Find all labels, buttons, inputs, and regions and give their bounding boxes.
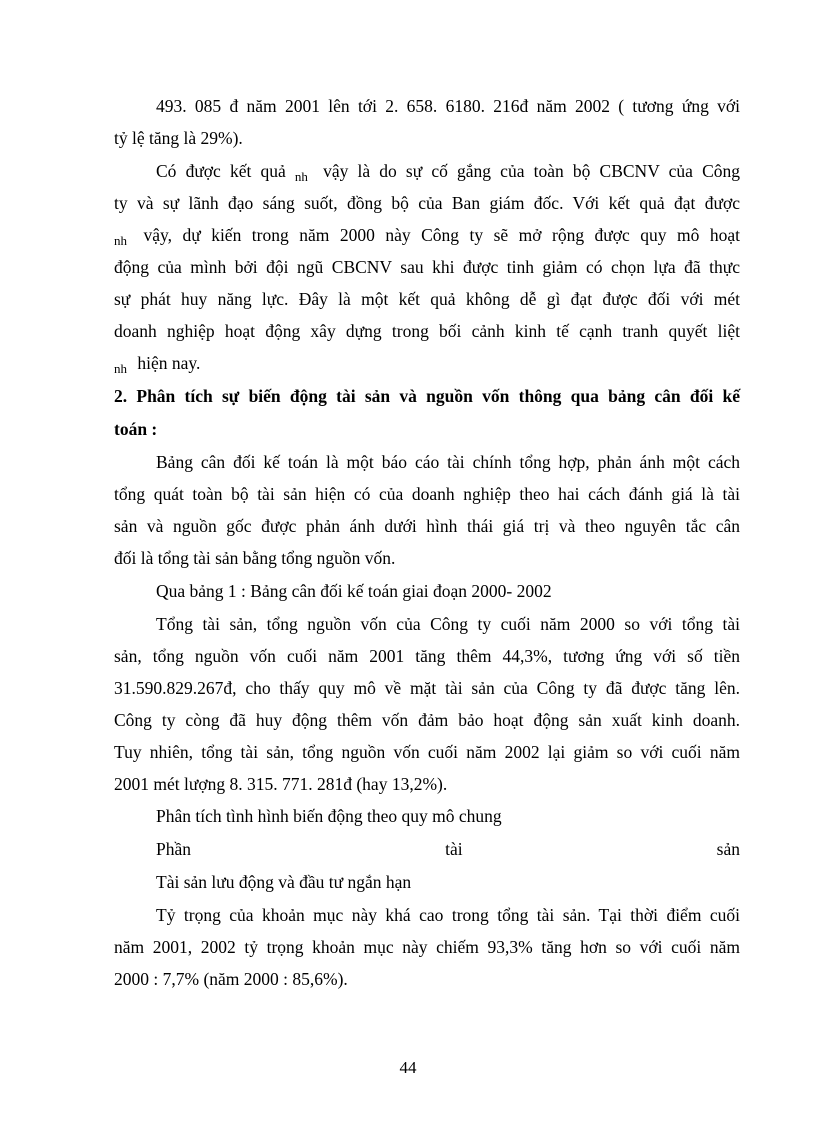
para2-line1-end: vậy là do sự cố gắng của toàn bộ CBCNV của Công <box>323 161 741 181</box>
para2-line3 <box>114 224 740 248</box>
para2-line2: ty và sự lãnh đạo sáng suốt, đồng bộ của Ban giám đốc. Với kết quả đạt được <box>114 193 740 213</box>
para4-line2: sản, tổng nguồn vốn cuối năm 2001 tăng thêm 44,3%, tương ứng với số tiền <box>114 646 740 666</box>
analysis-title: Phân tích tình hình biến động theo quy mô chung <box>156 806 502 826</box>
para4-line5: Tuy nhiên, tổng tài sản, tổng nguồn vốn cuối năm 2002 lại giảm so với cuối năm <box>114 742 740 762</box>
para1-line1: 493. 085 đ năm 2001 lên tới 2. 658. 6180. 216đ năm 2002 ( tương ứng với <box>156 96 740 116</box>
para5-line2: năm 2001, 2002 tỷ trọng khoản mục này chiếm 93,3% tăng hơn so với cuối năm <box>114 937 740 957</box>
para2-line7-text: hiện nay. <box>137 353 201 373</box>
para4-line4: Công ty còng đã huy động thêm vốn đảm bảo hoạt động sản xuất kinh doanh. <box>114 710 740 730</box>
section-word-phan: Phần <box>156 839 191 859</box>
para4-line3: 31.590.829.267đ, cho thấy quy mô về mặt tài sản của Công ty đã được tăng lên. <box>114 678 740 698</box>
para2-line5: sự phát huy năng lực. Đây là một kết quả không dễ gì đạt được đối với mét <box>114 289 740 309</box>
para2-line3-nh: nh <box>114 233 127 248</box>
section-word-san: sản <box>716 839 740 859</box>
para2-line7 <box>114 352 740 376</box>
para4-line6: 2001 mét lượng 8. 315. 771. 281đ (hay 13,2%). <box>114 774 448 794</box>
para2-line1-start: Có được kết quả <box>156 161 286 181</box>
para2-line7-nh: nh <box>114 361 127 376</box>
section-label-phan-tai-san <box>156 838 740 860</box>
page-number: 44 <box>399 1058 417 1077</box>
para5-line3: 2000 : 7,7% (năm 2000 : 85,6%). <box>114 969 348 989</box>
para2-line1-nh: nh <box>294 169 308 184</box>
para3-line4: đối là tổng tài sản bằng tổng nguồn vốn. <box>114 548 396 568</box>
para3-line2: tổng quát toàn bộ tài sản hiện có của doanh nghiệp theo hai cách đánh giá là tài <box>114 484 740 504</box>
table-reference: Qua bảng 1 : Bảng cân đối kế toán giai đoạn 2000- 2002 <box>156 581 552 601</box>
para3-line1: Bảng cân đối kế toán là một báo cáo tài chính tổng hợp, phản ánh một cách <box>156 452 740 472</box>
para2-line4: động của mình bởi đội ngũ CBCNV sau khi được tinh giảm có chọn lựa đã thực <box>114 257 740 277</box>
para1-line2: tỷ lệ tăng là 29%). <box>114 128 243 148</box>
para2-line6: doanh nghiệp hoạt động xây dựng trong bối cảnh kinh tế cạnh tranh quyết liệt <box>114 321 740 341</box>
para2-line3-text: vậy, dự kiến trong năm 2000 này Công ty sẽ mở rộng được quy mô hoạt <box>143 225 740 245</box>
para5-line1: Tỷ trọng của khoản mục này khá cao trong tổng tài sản. Tại thời điểm cuối <box>156 905 740 925</box>
section-heading-line2: toán : <box>114 419 158 439</box>
subsection-title: Tài sản lưu động và đầu tư ngắn hạn <box>156 872 412 892</box>
section-word-tai: tài <box>445 839 463 859</box>
para3-line3: sản và nguồn gốc được phản ánh dưới hình thái giá trị và theo nguyên tắc cân <box>114 516 740 536</box>
section-heading-line1: 2. Phân tích sự biến động tài sản và nguồn vốn thông qua bảng cân đối kế <box>114 386 740 406</box>
para2-line1 <box>156 160 740 184</box>
para4-line1: Tổng tài sản, tổng nguồn vốn của Công ty cuối năm 2000 so với tổng tài <box>156 614 740 634</box>
